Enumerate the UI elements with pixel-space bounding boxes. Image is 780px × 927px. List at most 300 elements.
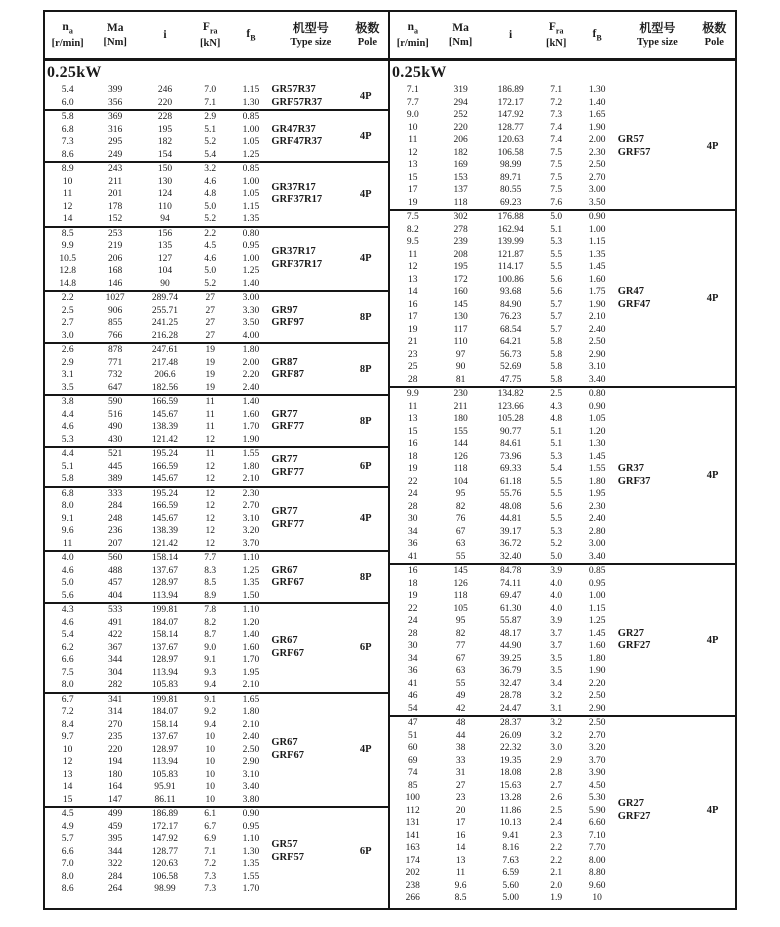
- cell-na: 3.8: [61, 397, 74, 407]
- cell-fra: 5.7: [550, 324, 563, 335]
- cell-fb: 3.20: [242, 526, 260, 536]
- table-body: [45, 61, 388, 908]
- cell-i: 121.87: [497, 249, 524, 260]
- cell-fra: 10: [205, 769, 215, 780]
- cell-fb: 6.60: [588, 818, 606, 828]
- rating-row: [45, 149, 271, 162]
- rating-group: [45, 550, 388, 602]
- cell-i: 156: [157, 228, 173, 239]
- cell-ma: 63: [455, 539, 466, 549]
- cell-i: 44.81: [499, 514, 522, 524]
- cell-fb: 1.95: [242, 667, 260, 678]
- cell-ma: 369: [108, 112, 123, 122]
- type-size-label: [271, 694, 350, 807]
- type-size-line: GRF47R37: [271, 136, 323, 147]
- cell-na: 238: [405, 880, 420, 891]
- cell-na: 15: [62, 794, 73, 805]
- cell-fra: 7.8: [204, 605, 217, 615]
- column-header-fra: [536, 12, 577, 58]
- cell-fra: 6.7: [204, 821, 217, 832]
- cell-i: 106.58: [151, 871, 179, 882]
- cell-i: 84.61: [499, 439, 522, 449]
- cell-i: 10.13: [499, 818, 522, 828]
- rating-row: [45, 213, 271, 226]
- rating-row: [390, 717, 618, 730]
- cell-fra: 3.2: [550, 730, 563, 741]
- cell-fb: 2.90: [242, 757, 260, 767]
- rating-row: [390, 401, 618, 414]
- cell-fra: 7.5: [550, 172, 563, 183]
- cell-ma: 152: [108, 214, 123, 224]
- column-header-row: [390, 12, 735, 61]
- cell-ma: 445: [108, 461, 123, 472]
- cell-na: 85: [408, 780, 418, 791]
- rating-row: [390, 892, 618, 905]
- cell-i: 86.11: [154, 794, 176, 805]
- cell-fra: 8.9: [204, 590, 217, 601]
- cell-na: 34: [408, 526, 418, 537]
- type-size-line: GR87: [271, 356, 298, 368]
- header-symbol: $n_a$: [407, 21, 418, 36]
- type-size-line: GR77: [271, 506, 298, 518]
- cell-fra: 5.8: [550, 362, 563, 372]
- cell-fra: 5.5: [550, 249, 563, 260]
- cell-fra: 2.4: [550, 818, 563, 828]
- rating-group: [45, 290, 388, 342]
- cell-fb: 1.45: [588, 262, 606, 272]
- rating-row: [390, 413, 618, 426]
- rating-row: [390, 703, 618, 716]
- type-size-label: [271, 111, 350, 161]
- cell-na: 16: [408, 566, 418, 576]
- header-symbol: i: [163, 28, 167, 41]
- cell-fra: 5.8: [550, 349, 563, 360]
- cell-ma: 20: [455, 805, 466, 816]
- cell-fra: 7.1: [204, 97, 217, 108]
- cell-fra: 19: [205, 345, 215, 355]
- cell-na: 3.1: [61, 370, 74, 380]
- cell-i: 36.72: [499, 539, 522, 549]
- cell-fb: 4.00: [242, 330, 260, 341]
- cell-na: 19: [408, 197, 418, 208]
- rating-group: [390, 715, 735, 905]
- cell-fb: 1.80: [242, 707, 260, 717]
- cell-na: 13: [408, 160, 418, 170]
- cell-i: 80.55: [499, 185, 522, 195]
- cell-i: 73.96: [499, 451, 522, 462]
- cell-fra: 8.2: [204, 617, 217, 628]
- cell-ma: 252: [453, 110, 468, 120]
- pole-label: 8P: [359, 571, 372, 583]
- cell-ma: 516: [108, 409, 123, 420]
- cell-fb: 1.60: [242, 642, 260, 653]
- cell-i: 68.54: [499, 324, 522, 335]
- cell-fra: 8.3: [204, 565, 217, 576]
- cell-fra: 19: [205, 370, 215, 380]
- cell-na: 22: [408, 476, 418, 487]
- rating-row: [390, 792, 618, 805]
- cell-fra: 5.2: [550, 539, 563, 549]
- cell-fra: 9.3: [204, 667, 217, 678]
- cell-ma: 13: [455, 855, 466, 866]
- rating-row: [390, 817, 618, 830]
- rating-row: [45, 731, 271, 744]
- cell-i: 247.61: [151, 345, 179, 355]
- column-header-row: [45, 12, 388, 61]
- rating-row: [390, 274, 618, 287]
- cell-fra: 5.4: [204, 149, 217, 160]
- cell-ma: 118: [453, 464, 468, 474]
- cell-fb: 1.55: [242, 871, 260, 882]
- cell-ma: 67: [455, 526, 466, 537]
- cell-na: 15: [408, 426, 418, 437]
- cell-na: 9.5: [406, 237, 419, 247]
- cell-i: 110: [158, 201, 172, 212]
- cell-na: 5.0: [61, 578, 74, 588]
- rating-row: [390, 159, 618, 172]
- cell-na: 14: [62, 214, 73, 224]
- cell-na: 17: [408, 185, 418, 195]
- cell-fb: 2.90: [588, 703, 606, 714]
- rating-group: [390, 563, 735, 715]
- rating-group: [45, 226, 388, 291]
- rating-group: [45, 342, 388, 394]
- cell-ma: 356: [108, 97, 123, 108]
- cell-ma: 491: [108, 617, 123, 628]
- cell-i: 32.47: [499, 678, 522, 689]
- pole-label: 8P: [359, 415, 372, 427]
- cell-fb: 1.75: [588, 287, 606, 297]
- cell-na: 8.5: [61, 228, 74, 239]
- cell-fra: 7.1: [204, 846, 217, 857]
- cell-ma: 341: [108, 694, 123, 705]
- cell-fb: 1.05: [242, 189, 260, 199]
- rating-row: [390, 855, 618, 868]
- type-size-line: GR27: [617, 798, 644, 810]
- cell-fb: 1.30: [242, 846, 260, 857]
- rating-row: [390, 603, 618, 616]
- cell-ma: 144: [453, 439, 468, 449]
- cell-ma: 153: [453, 172, 468, 183]
- cell-ma: 304: [108, 667, 123, 678]
- rating-row: [45, 833, 271, 846]
- rating-group: [45, 394, 388, 446]
- cell-na: 8.9: [61, 164, 74, 174]
- rating-group: [390, 386, 735, 563]
- cell-na: 30: [408, 641, 418, 651]
- cell-fra: 2.6: [550, 793, 563, 803]
- cell-ma: 145: [453, 566, 468, 576]
- cell-i: 217.48: [151, 357, 179, 368]
- cell-fb: 0.95: [242, 821, 260, 832]
- cell-fb: 1.25: [588, 616, 606, 626]
- cell-fra: 10: [205, 794, 215, 805]
- cell-fb: 1.10: [242, 834, 260, 844]
- cell-ma: 211: [108, 176, 123, 187]
- rating-row: [390, 640, 618, 653]
- cell-ma: 404: [108, 590, 123, 601]
- type-size-line: GR57: [271, 839, 298, 851]
- cell-na: 14.8: [59, 278, 76, 289]
- cell-na: 4.6: [61, 565, 74, 576]
- cell-fra: 5.2: [204, 278, 217, 289]
- cell-i: 128.77: [151, 846, 179, 857]
- cell-ma: 17: [455, 818, 466, 828]
- cell-fb: 1.20: [588, 426, 606, 437]
- pole-label: 4P: [706, 470, 719, 481]
- cell-na: 10: [62, 744, 73, 755]
- cell-na: 6.6: [61, 846, 74, 857]
- cell-fra: 4.6: [204, 176, 217, 187]
- cell-fb: 3.50: [242, 318, 260, 328]
- cell-i: 5.60: [502, 880, 519, 891]
- cell-fb: 2.50: [588, 691, 606, 701]
- cell-ma: 284: [108, 871, 123, 882]
- cell-na: 12.8: [59, 266, 76, 276]
- rating-row: [390, 349, 618, 362]
- header-subscript: B: [250, 33, 256, 43]
- cell-i: 128.97: [151, 578, 179, 588]
- cell-i: 95.91: [154, 782, 176, 792]
- cell-fra: 12: [205, 501, 215, 511]
- cell-fb: 2.30: [588, 501, 606, 512]
- cell-i: 121.42: [151, 434, 179, 445]
- type-size-line: GRF97: [271, 317, 305, 328]
- table-half-right: [390, 12, 735, 908]
- cell-fb: 2.80: [588, 526, 606, 537]
- cell-fb: 1.95: [588, 489, 606, 499]
- cell-i: 220: [157, 97, 173, 108]
- cell-fra: 2.1: [550, 868, 563, 878]
- cell-fb: 1.65: [588, 110, 606, 120]
- rating-group: [45, 109, 388, 161]
- cell-fb: 3.70: [588, 755, 606, 766]
- cell-fra: 9.0: [204, 642, 217, 653]
- pole-label: 4P: [359, 744, 372, 756]
- header-numeric-columns: [390, 12, 618, 58]
- rating-row: [390, 311, 618, 324]
- cell-fb: 1.70: [242, 884, 260, 894]
- rating-row: [45, 821, 271, 834]
- rating-row: [390, 565, 618, 578]
- cell-fb: 2.40: [588, 514, 606, 524]
- cell-ma: 49: [455, 691, 466, 701]
- cell-fra: 4.0: [550, 603, 563, 614]
- cell-i: 135: [157, 241, 173, 251]
- type-size-line: GRF57: [617, 146, 651, 158]
- cell-ma: 126: [453, 578, 468, 589]
- cell-ma: 295: [108, 137, 123, 147]
- type-size-line: GRF27: [617, 640, 651, 651]
- type-size-label: [618, 388, 697, 563]
- cell-i: 44.90: [499, 641, 522, 651]
- cell-na: 4.6: [61, 422, 74, 432]
- cell-ma: 76: [455, 514, 466, 524]
- cell-ma: 207: [108, 538, 123, 549]
- cell-na: 5.4: [61, 85, 74, 95]
- type-size-line: GR77: [271, 408, 298, 420]
- cell-ma: 236: [108, 526, 123, 536]
- header-symbol: 极数: [702, 20, 727, 35]
- cell-ma: 333: [108, 488, 123, 499]
- cell-i: 154: [157, 149, 173, 160]
- rating-row: [390, 690, 618, 703]
- cell-fb: 9.60: [588, 880, 606, 891]
- type-size-line: GR37R17: [271, 246, 316, 258]
- cell-ma: 118: [453, 591, 468, 601]
- cell-fb: 1.80: [242, 345, 260, 355]
- cell-na: 7.1: [406, 85, 419, 95]
- type-size-line: GRF27: [617, 810, 651, 822]
- cell-fra: 3.0: [550, 743, 563, 753]
- cell-fra: 7.4: [550, 135, 563, 145]
- cell-fra: 3.2: [550, 691, 563, 701]
- rating-row: [390, 551, 618, 564]
- column-header-fra: [190, 12, 231, 58]
- type-size-label: [618, 717, 697, 905]
- cell-i: 15.63: [499, 780, 522, 791]
- cell-na: 6.7: [61, 694, 74, 705]
- cell-fb: 2.90: [588, 349, 606, 360]
- cell-ma: 282: [108, 680, 123, 690]
- cell-ma: 130: [453, 312, 468, 322]
- cell-i: 166.59: [151, 461, 179, 472]
- cell-i: 5.00: [502, 893, 519, 903]
- rating-row: [390, 742, 618, 755]
- cell-fb: 2.40: [588, 324, 606, 335]
- cell-fra: 9.2: [204, 707, 217, 717]
- cell-ma: 264: [108, 884, 123, 894]
- cell-fra: 12: [205, 461, 215, 472]
- cell-na: 51: [408, 730, 418, 741]
- cell-i: 166.59: [151, 397, 179, 407]
- cell-fra: 5.8: [550, 337, 563, 347]
- cell-ma: 137: [453, 185, 468, 195]
- cell-na: 19: [408, 464, 418, 474]
- cell-fra: 12: [205, 513, 215, 524]
- rating-row: [45, 382, 271, 395]
- rating-group: [45, 806, 388, 896]
- type-size-line: GR47: [617, 286, 644, 297]
- type-size-line: GRF57: [271, 851, 305, 863]
- rating-row: [390, 678, 618, 691]
- rating-row: [45, 871, 271, 884]
- cell-i: 48.08: [499, 501, 522, 512]
- cell-na: 41: [408, 678, 418, 689]
- cell-i: 120.63: [151, 859, 179, 869]
- rating-row: [390, 172, 618, 185]
- cell-na: 7.7: [406, 97, 419, 108]
- cell-i: 137.67: [151, 565, 179, 576]
- cell-na: 6.0: [61, 97, 74, 108]
- cell-na: 2.7: [61, 318, 74, 328]
- rating-row: [390, 249, 618, 262]
- cell-i: 246: [157, 85, 173, 95]
- cell-na: 3.0: [61, 330, 74, 341]
- type-size-label: [618, 565, 697, 715]
- cell-fra: 2.8: [550, 768, 563, 778]
- cell-i: 98.99: [499, 160, 522, 170]
- cell-na: 54: [408, 703, 418, 714]
- rating-groups: [45, 84, 388, 896]
- rating-group: [45, 84, 388, 109]
- cell-fra: 8.5: [204, 578, 217, 588]
- cell-fra: 5.7: [550, 299, 563, 310]
- cell-fb: 1.30: [588, 439, 606, 449]
- cell-ma: 82: [455, 501, 466, 512]
- cell-ma: 8.5: [454, 893, 467, 903]
- cell-i: 138.39: [151, 526, 179, 536]
- cell-fra: 5.5: [550, 514, 563, 524]
- cell-na: 4.0: [61, 553, 74, 563]
- rating-row: [390, 513, 618, 526]
- cell-na: 19: [408, 591, 418, 601]
- cell-i: 93.68: [499, 287, 522, 297]
- cell-i: 64.21: [499, 337, 522, 347]
- cell-ma: 533: [108, 605, 123, 615]
- rating-row: [45, 488, 271, 501]
- cell-fra: 4.3: [550, 401, 563, 412]
- cell-ma: 38: [455, 743, 466, 753]
- cell-fb: 1.30: [242, 97, 260, 108]
- rating-row: [45, 278, 271, 291]
- cell-i: 55.76: [499, 489, 522, 499]
- rating-row: [45, 883, 271, 896]
- cell-ma: 560: [108, 553, 123, 563]
- cell-na: 2.6: [61, 345, 74, 355]
- cell-fb: 3.00: [588, 185, 606, 195]
- cell-fra: 12: [205, 474, 215, 484]
- cell-i: 195: [157, 124, 173, 135]
- cell-i: 241.25: [151, 318, 179, 328]
- cell-fra: 11: [205, 449, 215, 459]
- cell-fb: 0.90: [588, 212, 606, 222]
- cell-ma: 235: [108, 732, 123, 742]
- cell-na: 9.7: [61, 732, 74, 742]
- cell-fra: 5.0: [204, 201, 217, 212]
- cell-ma: 302: [453, 212, 468, 222]
- cell-na: 10: [62, 176, 73, 187]
- cell-fb: 1.45: [588, 628, 606, 639]
- rating-row: [390, 147, 618, 160]
- cell-fra: 6.9: [204, 834, 217, 844]
- cell-na: 2.2: [61, 293, 74, 303]
- cell-ma: 399: [108, 85, 123, 95]
- pole-label: 4P: [359, 253, 372, 265]
- cell-i: 172.17: [497, 97, 524, 108]
- type-size-line: GR37: [617, 463, 644, 474]
- cell-ma: 322: [108, 859, 123, 869]
- cell-na: 141: [405, 830, 420, 841]
- cell-na: 3.5: [61, 382, 74, 393]
- cell-na: 7.2: [61, 707, 74, 717]
- cell-i: 74.11: [500, 578, 522, 589]
- table-body: [390, 61, 735, 908]
- rating-row: [45, 136, 271, 149]
- column-header-na: [45, 12, 90, 58]
- cell-fb: 3.70: [242, 538, 260, 549]
- column-header-fb: [231, 12, 272, 58]
- cell-i: 130: [157, 176, 173, 187]
- cell-fra: 7.6: [550, 197, 563, 208]
- cell-fra: 11: [205, 409, 215, 420]
- cell-i: 84.90: [499, 299, 522, 310]
- rating-row: [45, 846, 271, 859]
- rating-row: [390, 109, 618, 122]
- cell-ma: 180: [108, 769, 123, 780]
- rating-row: [390, 730, 618, 743]
- cell-ma: 105: [453, 603, 468, 614]
